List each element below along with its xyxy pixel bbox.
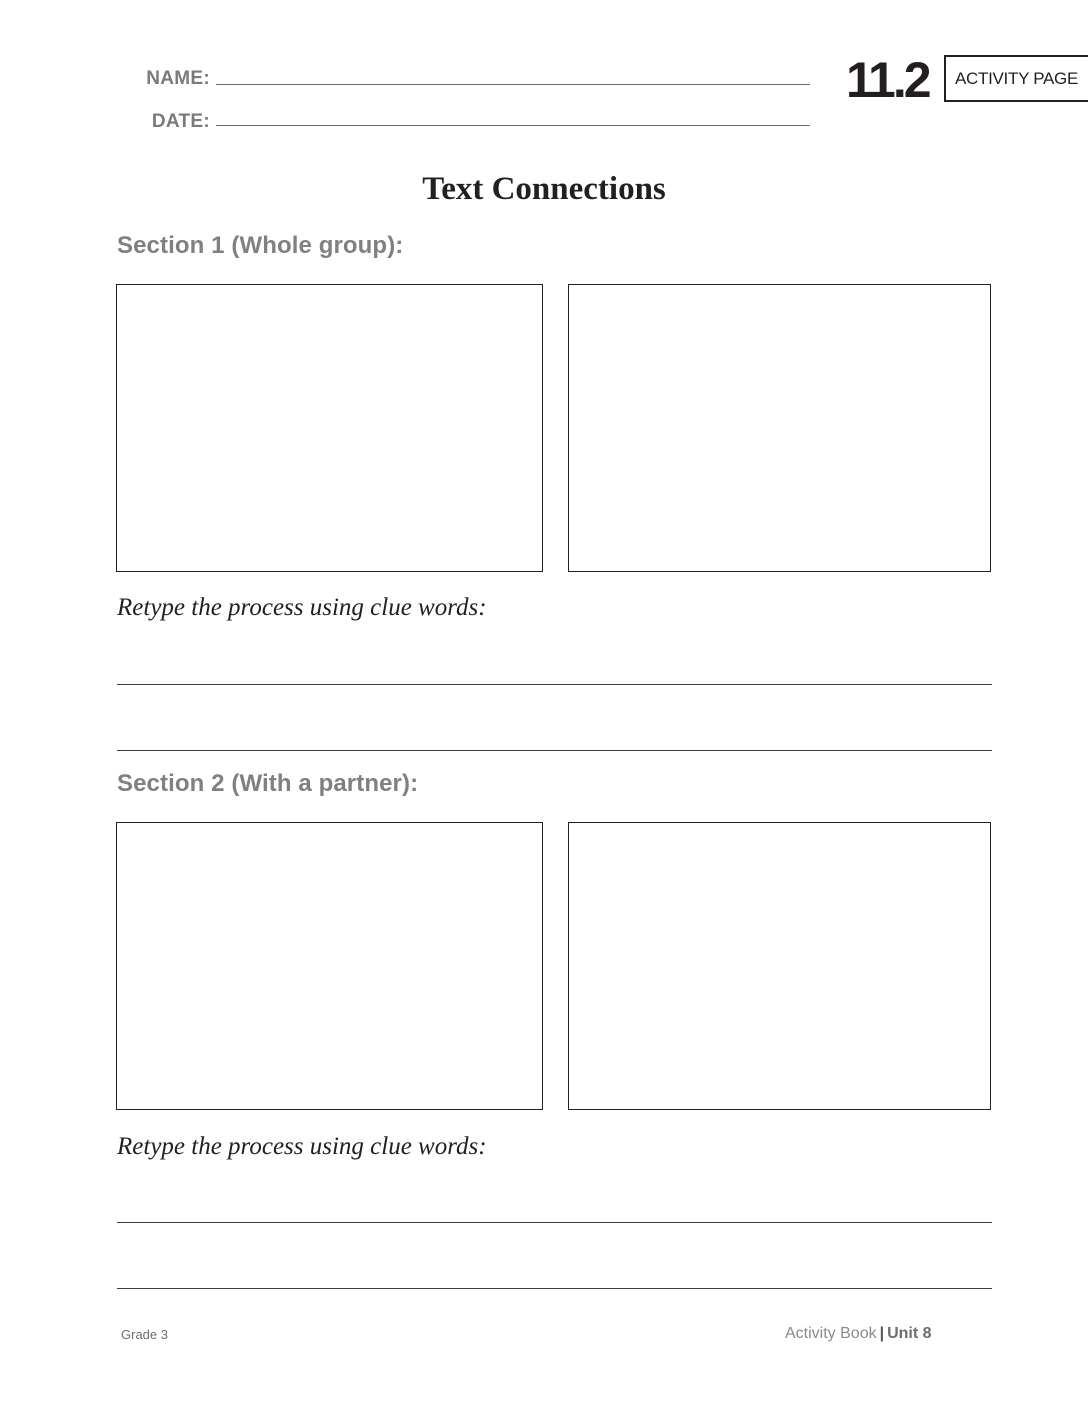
section-1-drawing-box-left[interactable]: [116, 284, 543, 572]
footer-separator: |: [879, 1325, 885, 1342]
section-1-drawing-box-right[interactable]: [568, 284, 991, 572]
footer-book-info: [785, 1325, 932, 1343]
section-2-heading: Section 2 (With a partner):: [117, 770, 419, 797]
section-2-drawing-box-left[interactable]: [116, 822, 543, 1110]
section-1-writing-line-2[interactable]: [117, 750, 992, 751]
page-title: Text Connections: [422, 171, 666, 207]
section-1-prompt: Retype the process using clue words:: [117, 594, 487, 621]
name-label: NAME:: [146, 68, 210, 89]
section-2-prompt: Retype the process using clue words:: [117, 1133, 487, 1160]
section-1-writing-line-1[interactable]: [117, 684, 992, 685]
section-2-writing-line-2[interactable]: [117, 1288, 992, 1289]
date-label: DATE:: [151, 111, 210, 132]
footer-grade: Grade 3: [121, 1327, 168, 1342]
activity-page-label: ACTIVITY PAGE: [944, 55, 1088, 102]
section-2-drawing-box-right[interactable]: [568, 822, 991, 1110]
section-1-heading: Section 1 (Whole group):: [117, 232, 404, 259]
activity-number: 11.2: [846, 52, 929, 108]
date-line[interactable]: [216, 125, 810, 126]
section-2-writing-line-1[interactable]: [117, 1222, 992, 1223]
footer-unit: Unit 8: [887, 1325, 932, 1342]
footer-book: Activity Book: [785, 1325, 877, 1342]
name-line[interactable]: [216, 84, 810, 85]
